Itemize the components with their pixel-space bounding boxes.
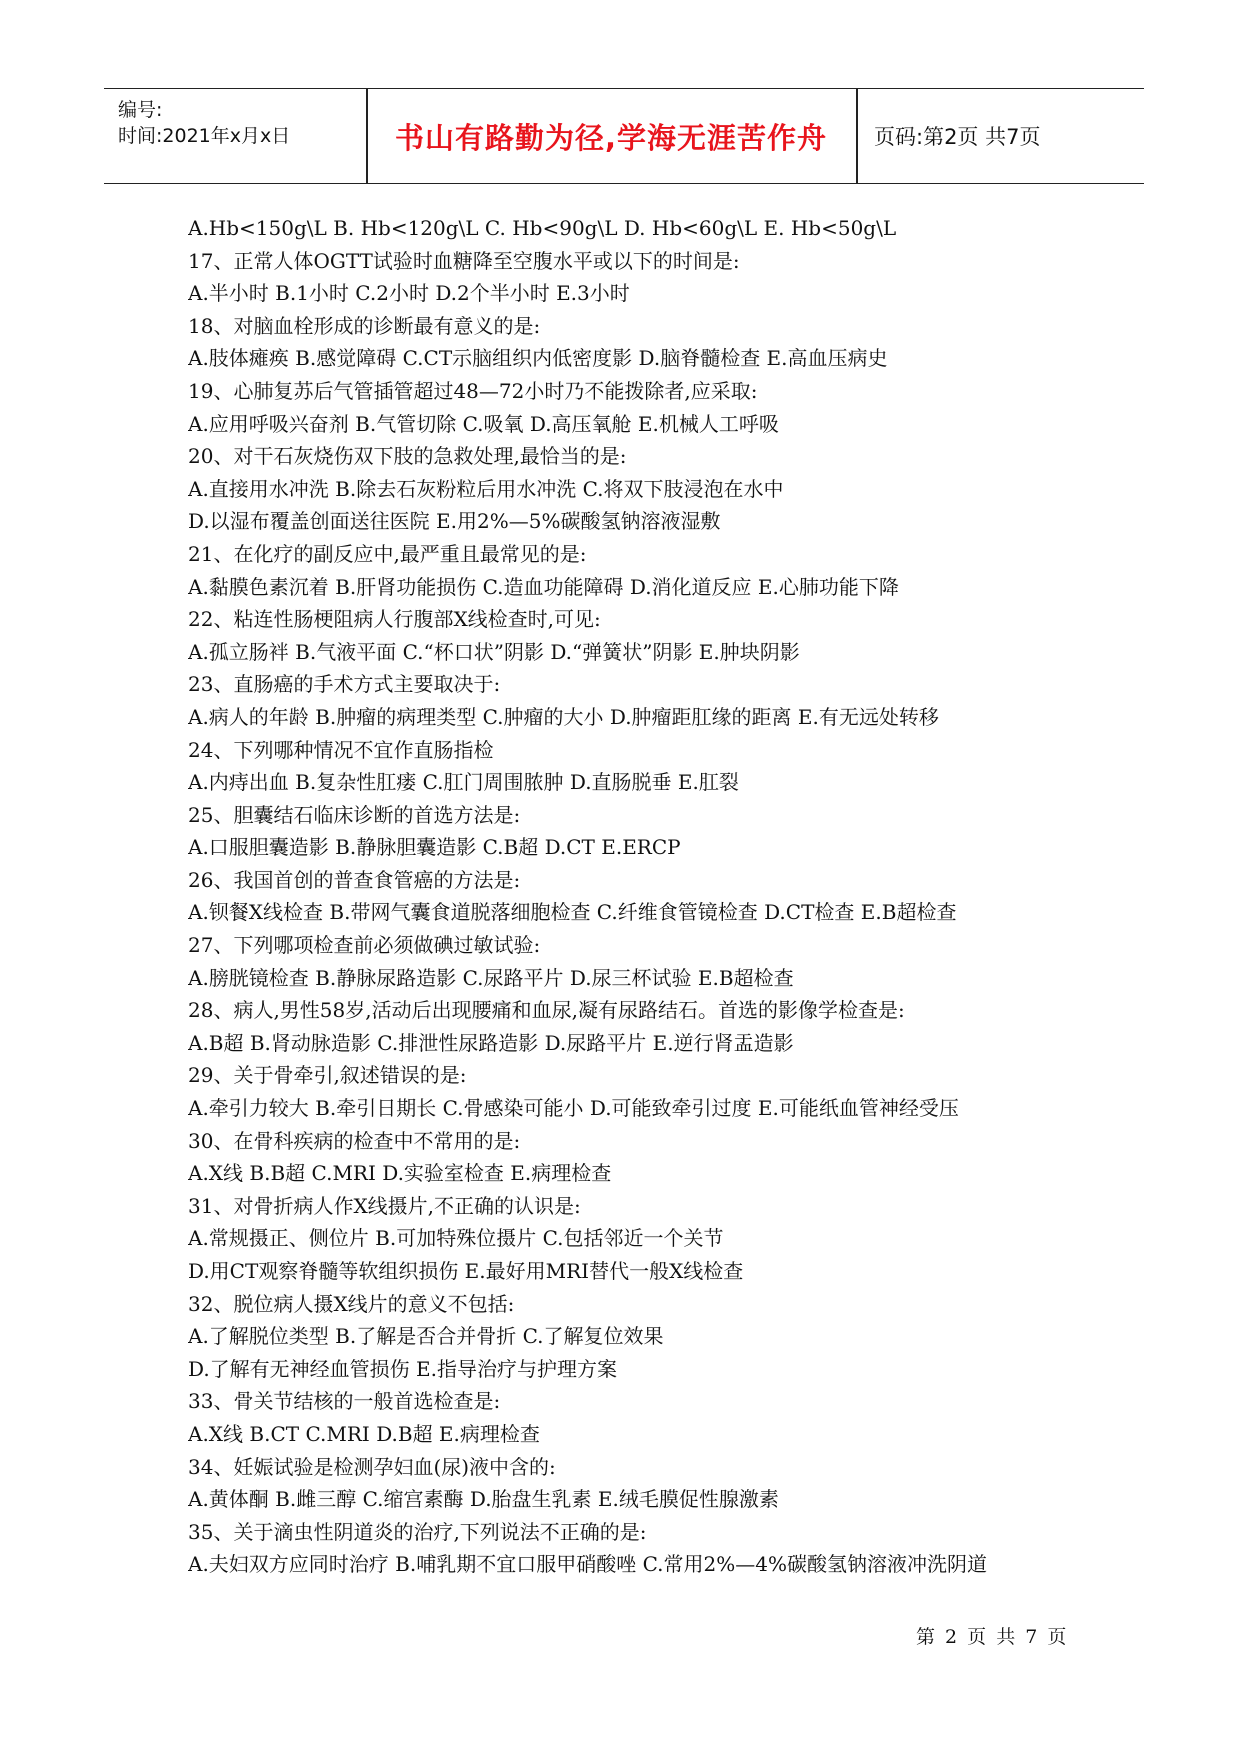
answer-options: A.X线 B.CT C.MRI D.B超 E.病理检查 xyxy=(188,1421,540,1446)
answer-options: A.X线 B.B超 C.MRI D.实验室检查 E.病理检查 xyxy=(188,1161,612,1186)
question: 22、粘连性肠梗阻病人行腹部X线检查时,可见: xyxy=(188,607,601,632)
question: 24、下列哪种情况不宜作直肠指检 xyxy=(188,737,494,762)
question: 26、我国首创的普查食管癌的方法是: xyxy=(188,867,521,892)
answer-options: D.用CT观察脊髓等软组织损伤 E.最好用MRI替代一般X线检查 xyxy=(188,1259,744,1283)
question: 28、病人,男性58岁,活动后出现腰痛和血尿,凝有尿路结石。首选的影像学检查是: xyxy=(188,998,905,1023)
page-code: 页码:第2页 共7页 xyxy=(874,125,1041,149)
answer-options: A.应用呼吸兴奋剂 B.气管切除 C.吸氧 D.高压氧舱 E.机械人工呼吸 xyxy=(188,411,779,436)
question: 29、关于骨牵引,叙述错误的是: xyxy=(188,1063,467,1088)
answer-options: A.常规摄正、侧位片 B.可加特殊位摄片 C.包括邻近一个关节 xyxy=(188,1226,724,1251)
question: 18、对脑血栓形成的诊断最有意义的是: xyxy=(188,313,541,338)
answer-options: A.半小时 B.1小时 C.2小时 D.2个半小时 E.3小时 xyxy=(188,281,630,306)
header-divider xyxy=(856,89,858,183)
answer-options: A.直接用水冲洗 B.除去石灰粉粒后用水冲洗 C.将双下肢浸泡在水中 xyxy=(188,476,784,501)
answer-options: D.以湿布覆盖创面送往医院 E.用2%—5%碳酸氢钠溶液湿敷 xyxy=(188,509,721,534)
question: 17、正常人体OGTT试验时血糖降至空腹水平或以下的时间是: xyxy=(188,248,740,273)
answer-options: A.内痔出血 B.复杂性肛瘘 C.肛门周围脓肿 D.直肠脱垂 E.肛裂 xyxy=(188,770,739,795)
answer-options: A.口服胆囊造影 B.静脉胆囊造影 C.B超 D.CT E.ERCP xyxy=(188,835,681,860)
question: 20、对干石灰烧伤双下肢的急救处理,最恰当的是: xyxy=(188,444,627,469)
answer-options: A.孤立肠袢 B.气液平面 C.“杯口状”阴影 D.“弹簧状”阴影 E.肿块阴影 xyxy=(188,639,800,664)
answer-options: A.钡餐X线检查 B.带网气囊食道脱落细胞检查 C.纤维食管镜检查 D.CT检查 E.B超检查 xyxy=(188,900,957,925)
answer-options: A.肢体瘫痪 B.感觉障碍 C.CT示脑组织内低密度影 D.脑脊髓检查 E.高血压病史 xyxy=(188,346,888,371)
page-footer: 第 2 页 共 7 页 xyxy=(916,1626,1069,1648)
number-label: 编号: xyxy=(118,99,163,121)
header-motto: 书山有路勤为径,学海无涯苦作舟 xyxy=(394,120,828,155)
question: 33、骨关节结核的一般首选检查是: xyxy=(188,1389,501,1414)
answer-options: A.B超 B.肾动脉造影 C.排泄性尿路造影 D.尿路平片 E.逆行肾盂造影 xyxy=(188,1030,794,1055)
page-header xyxy=(104,88,1144,184)
answer-options: A.Hb<150g\L B. Hb<120g\L C. Hb<90g\L D. Hb<60g\L E. Hb<50g\L xyxy=(188,216,897,240)
answer-options: A.黄体酮 B.雌三醇 C.缩宫素酶 D.胎盘生乳素 E.绒毛膜促性腺激素 xyxy=(188,1487,779,1512)
answer-options: A.黏膜色素沉着 B.肝肾功能损伤 C.造血功能障碍 D.消化道反应 E.心肺功能下降 xyxy=(188,574,899,599)
answer-options: A.牵引力较大 B.牵引日期长 C.骨感染可能小 D.可能致牵引过度 E.可能纸血管神经受压 xyxy=(188,1096,959,1121)
question: 19、心肺复苏后气管插管超过48—72小时乃不能拨除者,应采取: xyxy=(188,378,758,403)
answer-options: A.病人的年龄 B.肿瘤的病理类型 C.肿瘤的大小 D.肿瘤距肛缘的距离 E.有无远处转移 xyxy=(188,704,939,729)
header-meta xyxy=(104,89,366,183)
question: 32、脱位病人摄X线片的意义不包括: xyxy=(188,1291,515,1316)
question: 35、关于滴虫性阴道炎的治疗,下列说法不正确的是: xyxy=(188,1519,647,1544)
question: 27、下列哪项检查前必须做碘过敏试验: xyxy=(188,933,541,958)
question-list xyxy=(188,212,1088,1581)
question: 23、直肠癌的手术方式主要取决于: xyxy=(188,672,501,697)
answer-options: A.膀胱镜检查 B.静脉尿路造影 C.尿路平片 D.尿三杯试验 E.B超检查 xyxy=(188,965,794,990)
question: 21、在化疗的副反应中,最严重且最常见的是: xyxy=(188,541,587,566)
time-label: 时间:2021年x月x日 xyxy=(118,125,291,147)
answer-options: D.了解有无神经血管损伤 E.指导治疗与护理方案 xyxy=(188,1356,617,1381)
answer-options: A.夫妇双方应同时治疗 B.哺乳期不宜口服甲硝酸唑 C.常用2%—4%碳酸氢钠溶液冲洗阴道 xyxy=(188,1552,987,1577)
question: 34、妊娠试验是检测孕妇血(尿)液中含的: xyxy=(188,1454,556,1479)
answer-options: A.了解脱位类型 B.了解是否合并骨折 C.了解复位效果 xyxy=(188,1324,664,1349)
question: 31、对骨折病人作X线摄片,不正确的认识是: xyxy=(188,1193,581,1218)
question: 25、胆囊结石临床诊断的首选方法是: xyxy=(188,802,521,827)
question: 30、在骨科疾病的检查中不常用的是: xyxy=(188,1128,521,1153)
